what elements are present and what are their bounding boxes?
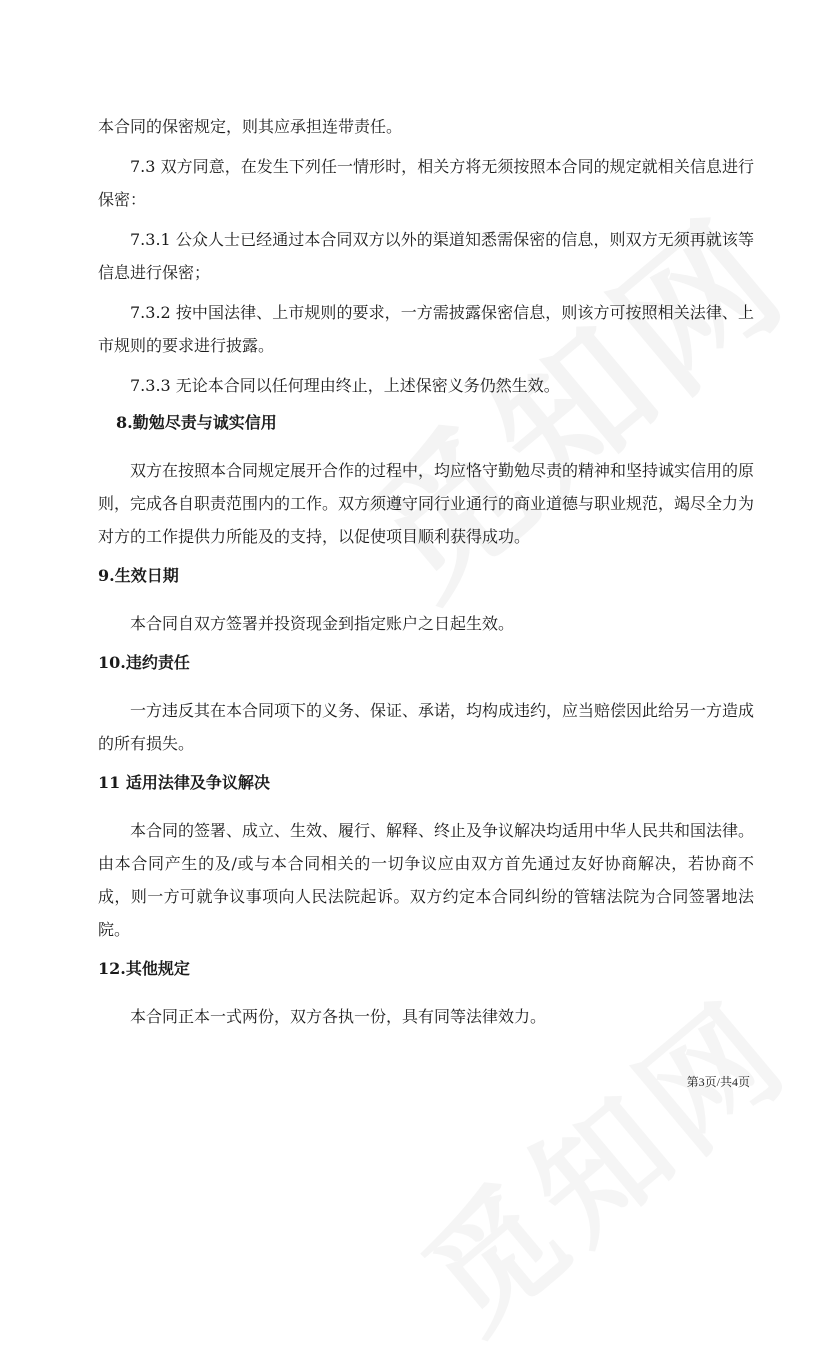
- section-8-body: 双方在按照本合同规定展开合作的过程中，均应恪守勤勉尽责的精神和坚持诚实信用的原则，完成各自职责范围内的工作。双方须遵守同行业通行的商业道德与职业规范，竭尽全力为对方的工作提供力所能及的支持，以促使项目顺利获得成功。: [98, 461, 755, 546]
- clause-7-3-2: 7.3.2 按中国法律、上市规则的要求，一方需披露保密信息，则该方可按照相关法律、上市规则的要求进行披露。: [98, 303, 754, 355]
- document-page: [98, 110, 754, 1033]
- clause-7-3: 7.3 双方同意，在发生下列任一情形时，相关方将无须按照本合同的规定就相关信息进行保密：: [98, 157, 754, 209]
- section-9-title: 9.生效日期: [98, 566, 179, 585]
- paragraph-continuation: 本合同的保密规定，则其应承担连带责任。: [98, 117, 403, 136]
- section-12-title: 12.其他规定: [98, 959, 190, 978]
- page-number: 第3页/共4页: [686, 1075, 750, 1089]
- clause-7-3-1: 7.3.1 公众人士已经通过本合同双方以外的渠道知悉需保密的信息，则双方无须再就该等信息进行保密；: [98, 230, 754, 282]
- section-10-title: 10.违约责任: [98, 653, 190, 672]
- section-10-body: 一方违反其在本合同项下的义务、保证、承诺，均构成违约，应当赔偿因此给另一方造成的所有损失。: [98, 701, 755, 753]
- clause-7-3-3: 7.3.3 无论本合同以任何理由终止，上述保密义务仍然生效。: [130, 376, 560, 395]
- section-9-body: 本合同自双方签署并投资现金到指定账户之日起生效。: [130, 614, 515, 633]
- section-12-body: 本合同正本一式两份，双方各执一份，具有同等法律效力。: [130, 1007, 547, 1026]
- section-11-title: 11 适用法律及争议解决: [98, 773, 270, 792]
- section-11-body: 本合同的签署、成立、生效、履行、解释、终止及争议解决均适用中华人民共和国法律。由本合同产生的及/或与本合同相关的一切争议应由双方首先通过友好协商解决，若协商不成，则一方可就争议事项向人民法院起诉。双方约定本合同纠纷的管辖法院为合同签署地法院。: [98, 821, 755, 939]
- section-8-title: 8.勤勉尽责与诚实信用: [116, 413, 277, 432]
